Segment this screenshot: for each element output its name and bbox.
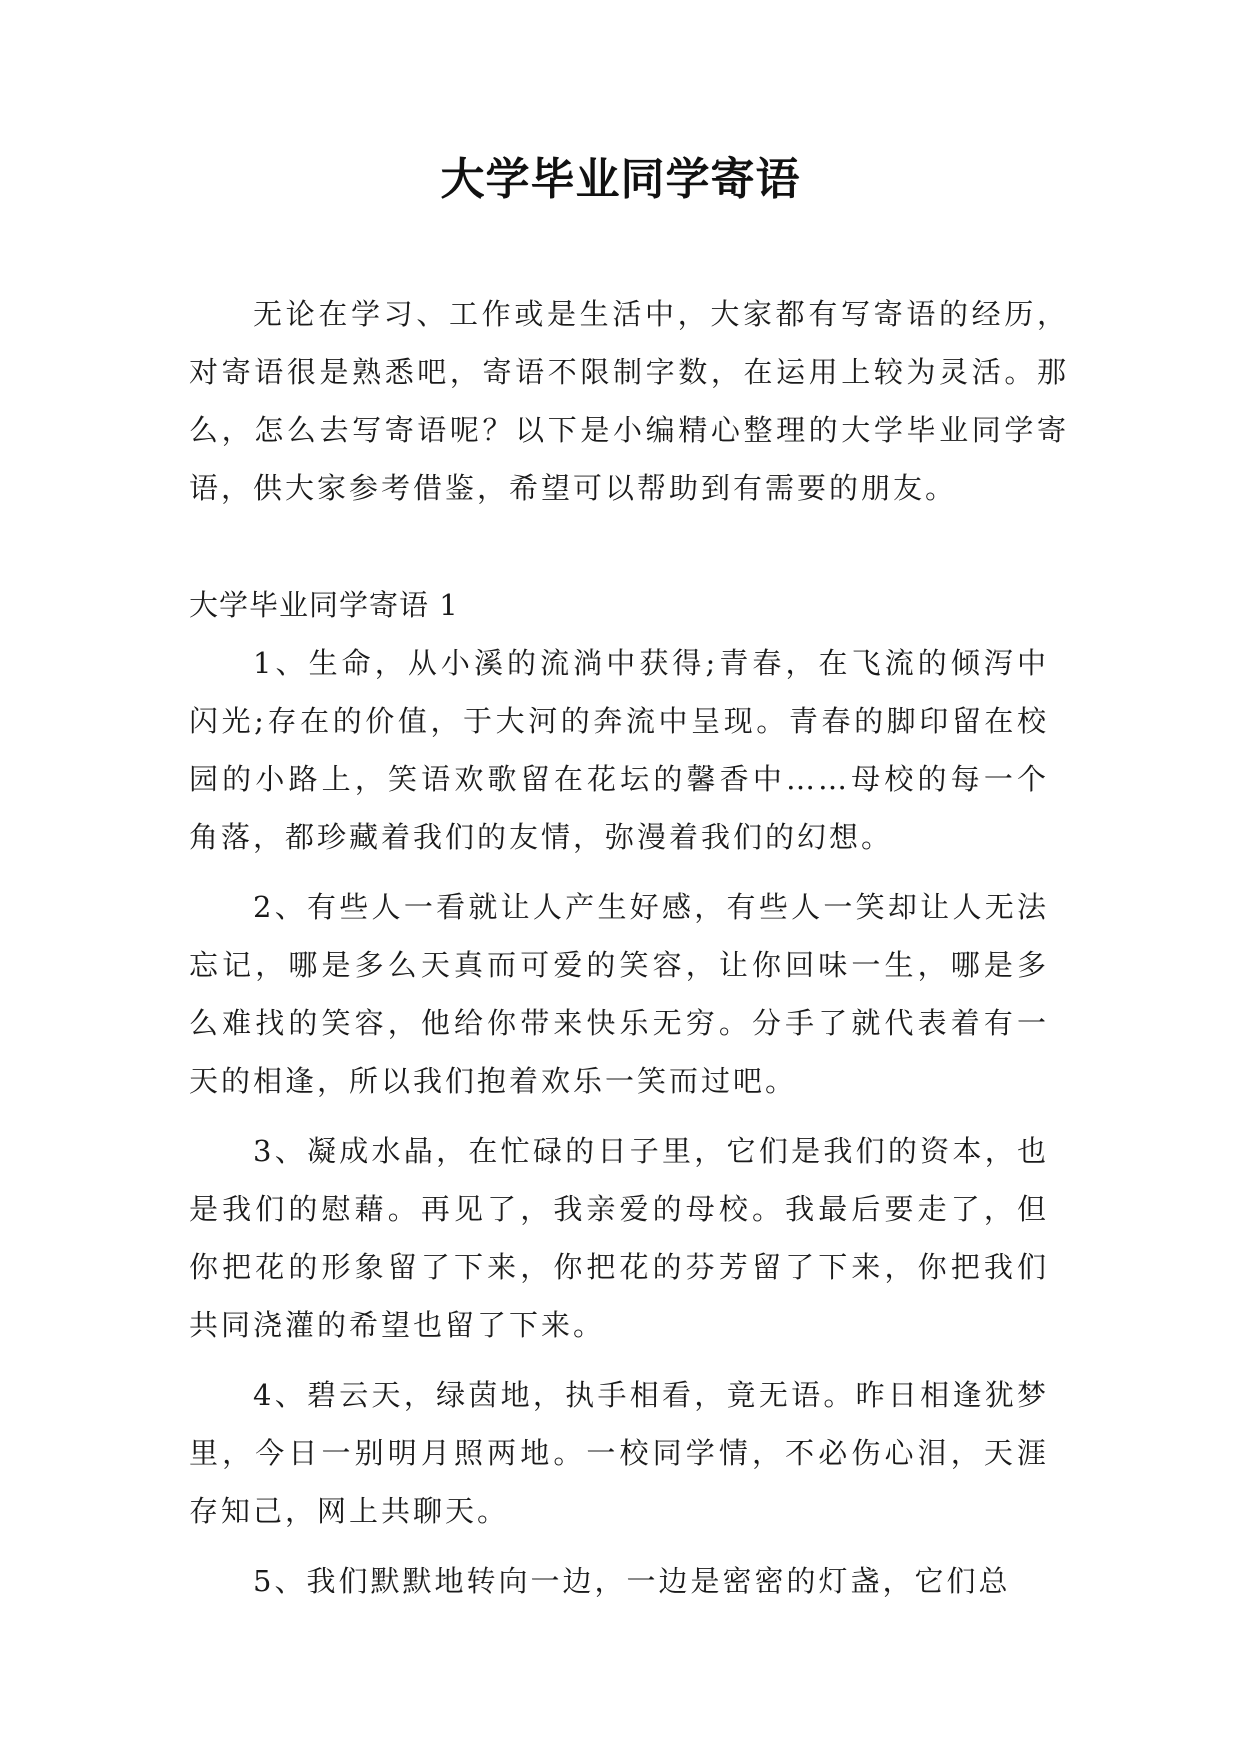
- section-heading: 大学毕业同学寄语 1: [189, 588, 459, 622]
- intro-paragraph: 无论在学习、工作或是生活中，大家都有写寄语的经历，对寄语很是熟悉吧，寄语不限制字数，在运用上较为灵活。那么，怎么去写寄语呢？以下是小编精心整理的大学毕业同学寄语，供大家参考借鉴，希望可以帮助到有需要的朋友。: [189, 297, 1069, 505]
- list-item: 4、碧云天，绿茵地，执手相看，竟无语。昨日相逢犹梦里，今日一别明月照两地。一校同学情，不必伤心泪，天涯存知己，网上共聊天。: [189, 1378, 1049, 1528]
- list-item: 5、我们默默地转向一边，一边是密密的灯盏，它们总: [253, 1564, 1011, 1598]
- list-item: 1、生命，从小溪的流淌中获得;青春，在飞流的倾泻中闪光;存在的价值，于大河的奔流中呈现。青春的脚印留在校园的小路上，笑语欢歌留在花坛的馨香中……母校的每一个角落，都珍藏着我们的友情，弥漫着我们的幻想。: [189, 646, 1049, 854]
- list-item: 3、凝成水晶，在忙碌的日子里，它们是我们的资本，也是我们的慰藉。再见了，我亲爱的母校。我最后要走了，但你把花的形象留了下来，你把花的芬芳留了下来，你把我们共同浇灌的希望也留了下来。: [189, 1134, 1049, 1342]
- message-list: [189, 634, 1049, 1622]
- document-title: 大学毕业同学寄语: [440, 154, 801, 205]
- list-item: 2、有些人一看就让人产生好感，有些人一笑却让人无法忘记，哪是多么天真而可爱的笑容，让你回味一生，哪是多么难找的笑容，他给你带来快乐无穷。分手了就代表着有一天的相逢，所以我们抱着欢乐一笑而过吧。: [189, 890, 1049, 1098]
